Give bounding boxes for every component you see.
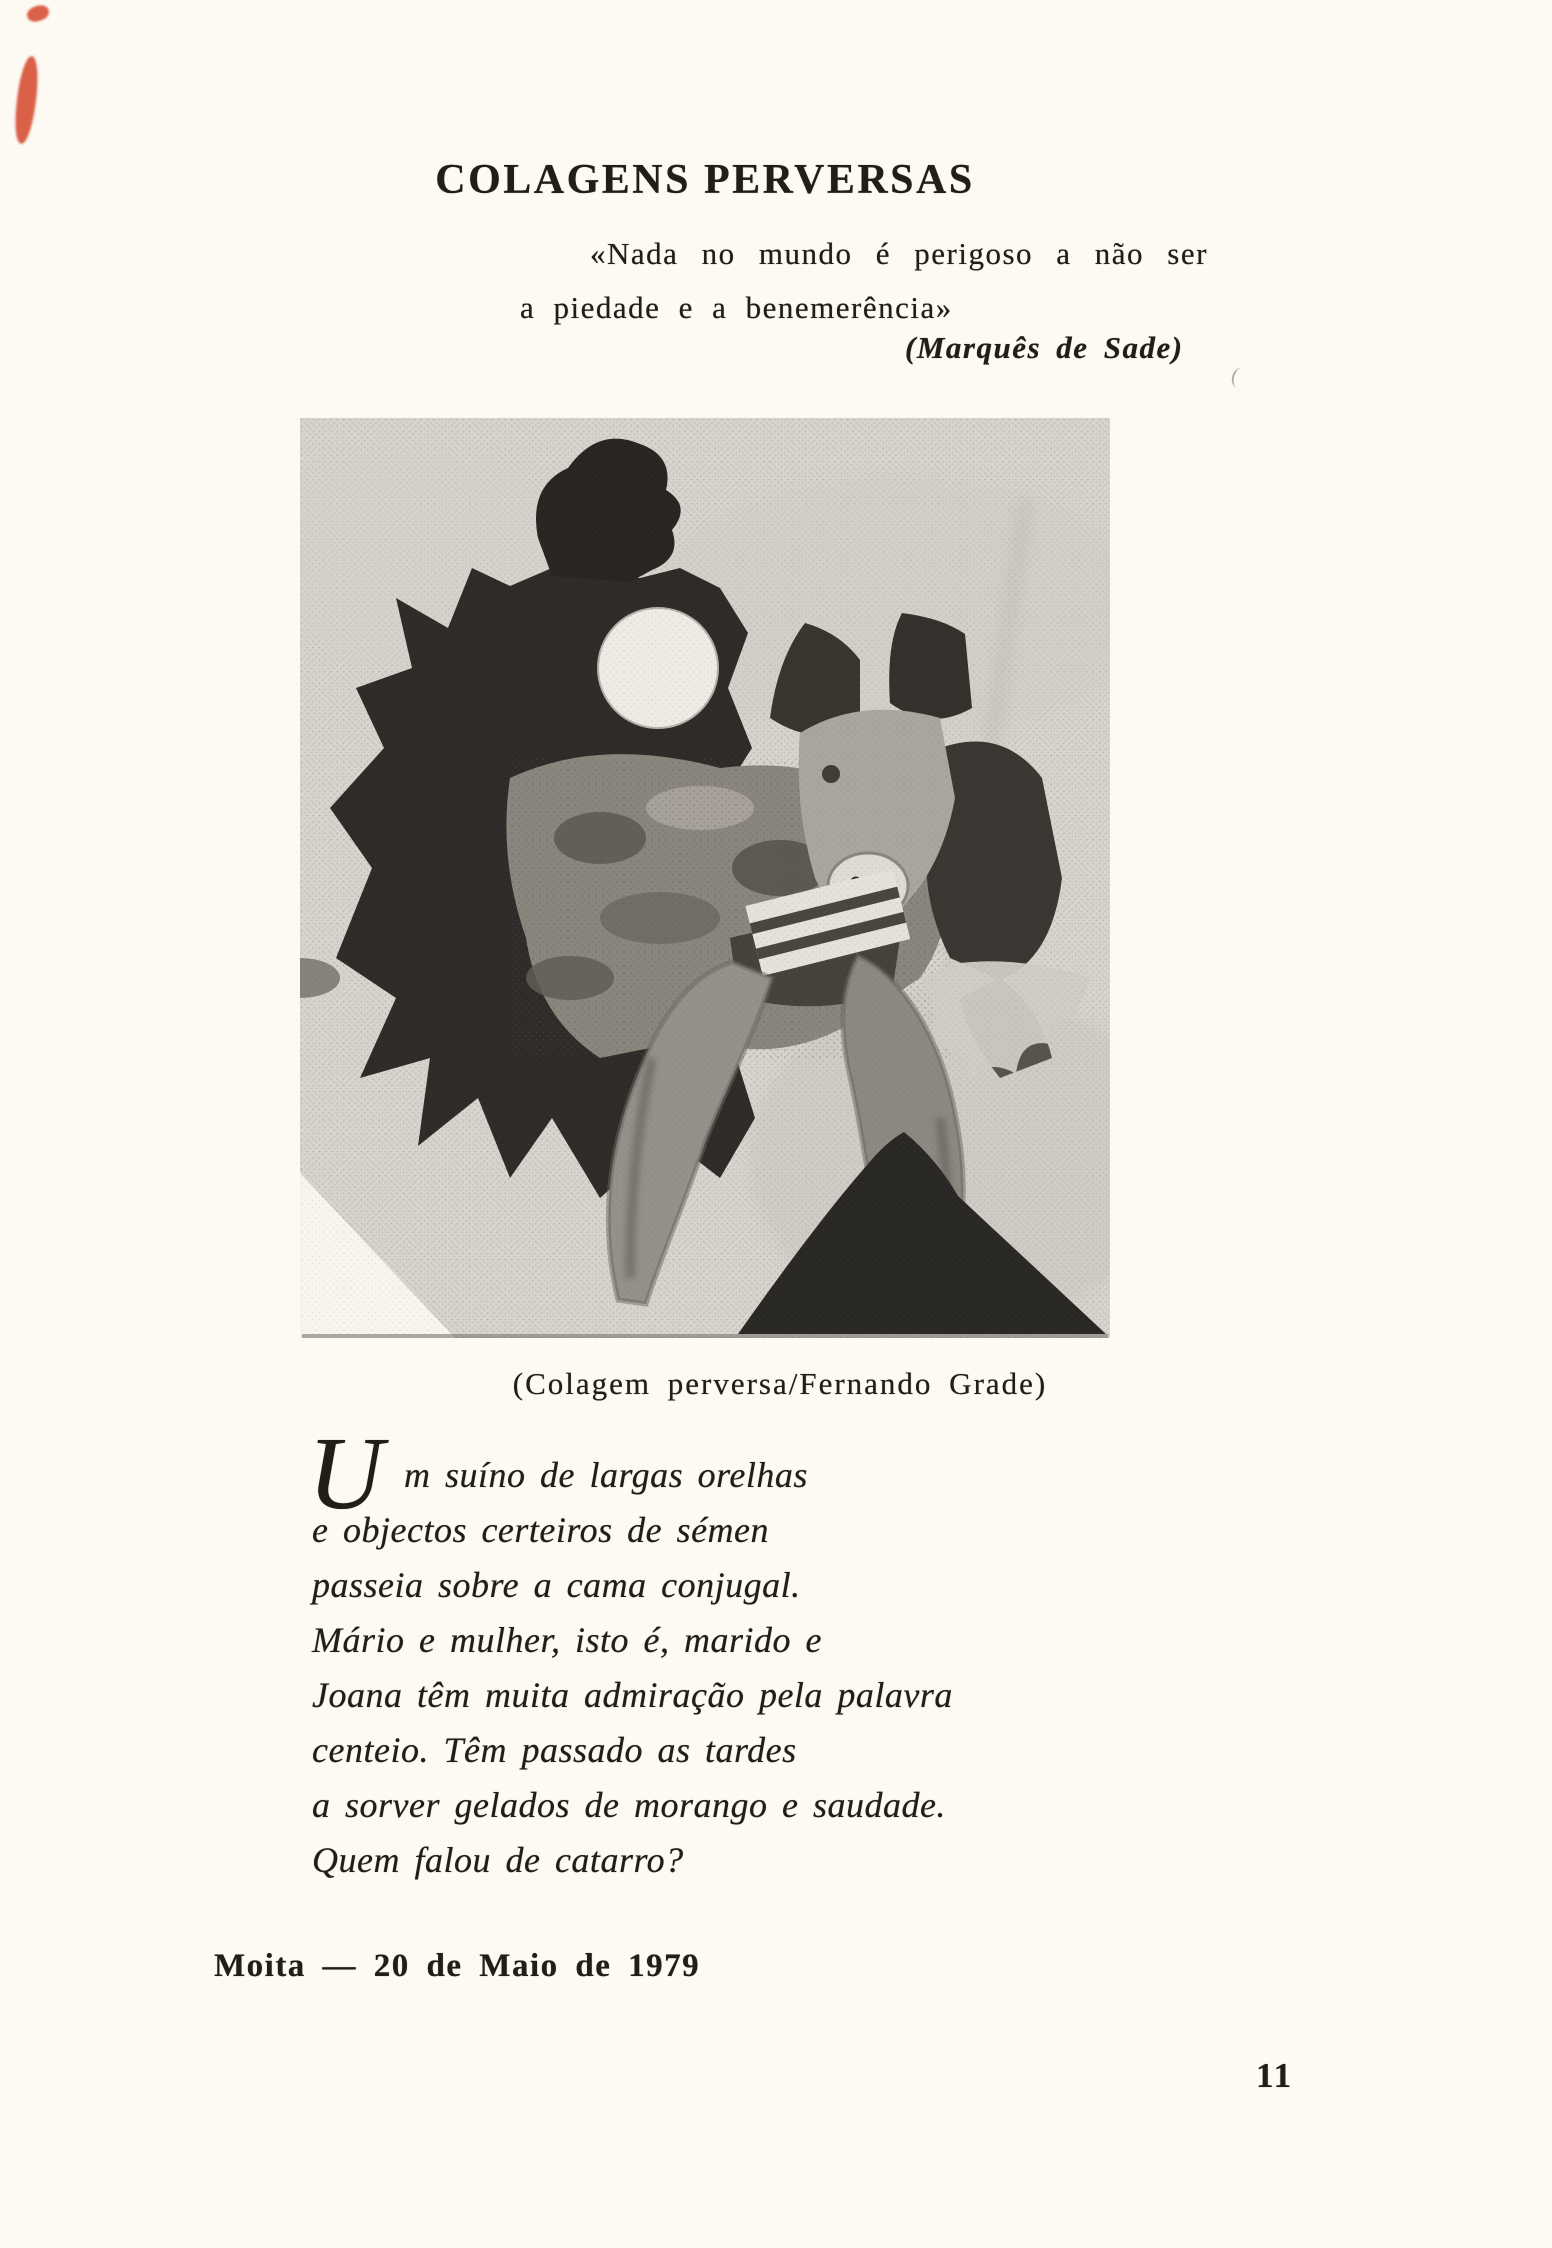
epigraph-attribution: (Marquês de Sade)	[905, 330, 1184, 365]
poem-line: Mário e mulher, isto é, marido e	[312, 1620, 822, 1660]
dateline: Moita — 20 de Maio de 1979	[214, 1948, 701, 1984]
page-title: COLAGENS PERVERSAS	[435, 157, 975, 204]
collage-artwork	[300, 418, 1110, 1338]
poem-line: a sorver gelados de morango e saudade.	[312, 1785, 946, 1825]
grain-overlay	[300, 418, 1110, 1338]
red-ink-mark	[25, 3, 51, 24]
poem-line: e objectos certeiros de sémen	[312, 1510, 770, 1550]
red-ink-mark	[12, 55, 42, 145]
collage-image	[300, 418, 1110, 1338]
poem-line: Quem falou de catarro?	[312, 1840, 684, 1880]
photo-bottom-edge	[302, 1334, 1108, 1338]
pen-stroke-mark	[1230, 367, 1248, 390]
image-caption: (Colagem perversa/Fernando Grade)	[512, 1366, 1048, 1401]
poem-line: Joana têm muita admiração pela palavra	[312, 1675, 953, 1715]
poem-drop-cap: U	[308, 1416, 384, 1531]
epigraph-line-2: a piedade e a benemerência»	[520, 290, 953, 325]
epigraph-line-1: «Nada no mundo é perigoso a não ser	[590, 236, 1208, 271]
poem-line: passeia sobre a cama conjugal.	[312, 1565, 801, 1605]
poem-line: m suíno de largas orelhas	[404, 1455, 808, 1495]
poem-line: centeio. Têm passado as tardes	[312, 1730, 797, 1770]
page-number: 11	[1256, 2056, 1294, 2095]
poem	[308, 1416, 953, 1888]
